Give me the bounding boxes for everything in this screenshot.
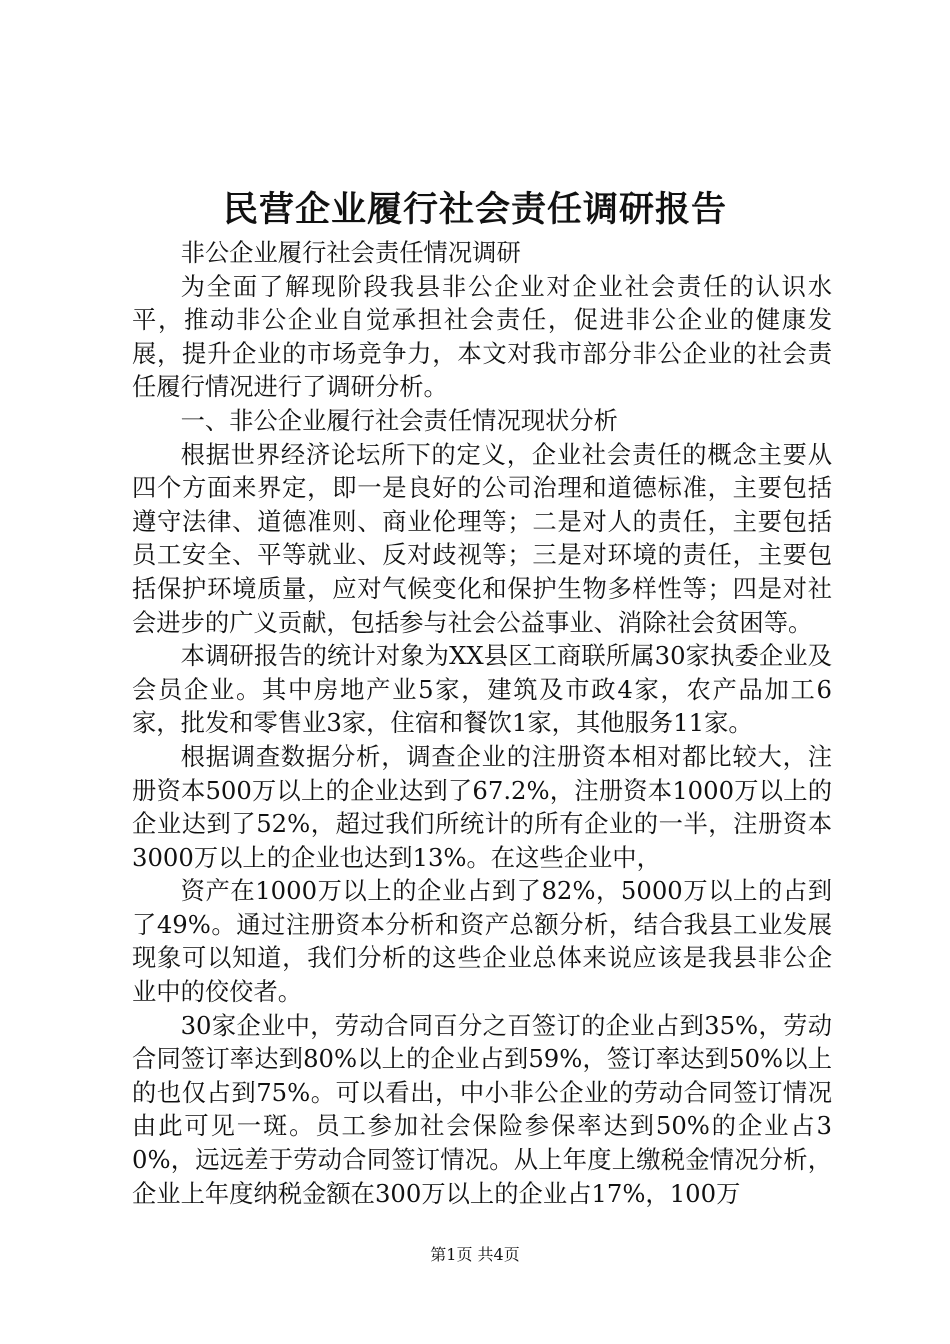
page-footer: 第1页 共4页	[430, 1245, 520, 1264]
paragraph-assets: 资产在1000万以上的企业占到了82%，5000万以上的占到了49%。通过注册资本分析和资产总额分析，结合我县工业发展现象可以知道，我们分析的这些企业总体来说应该是我县非公企业中的佼佼者。	[132, 876, 832, 1007]
paragraph-labor-contracts: 30家企业中，劳动合同百分之百签订的企业占到35%，劳动合同签订率达到80%以上的企业占到59%，签订率达到50%以上的也仅占到75%。可以看出，中小非公企业的劳动合同签订情况由此可见一斑。员工参加社会保险参保率达到50%的企业占30%，远远差于劳动合同签订情况。从上年度上缴税金情况分析，企业上年度纳税金额在300万以上的企业占17%，100万	[132, 1010, 832, 1208]
paragraph-statistics-scope: 本调研报告的统计对象为XX县区工商联所属30家执委企业及会员企业。其中房地产业5家，建筑及市政4家，农产品加工6家，批发和零售业3家，住宿和餐饮1家，其他服务11家。	[132, 641, 832, 738]
document-body	[132, 236, 832, 1210]
paragraph-subtitle: 非公企业履行社会责任情况调研	[180, 238, 521, 267]
paragraph-intro: 为全面了解现阶段我县非公企业对企业社会责任的认识水平，推动非公企业自觉承担社会责任，促进非公企业的健康发展，提升企业的市场竞争力，本文对我市部分非公企业的社会责任履行情况进行了调研分析。	[132, 271, 832, 402]
section-heading: 一、非公企业履行社会责任情况现状分析	[180, 405, 618, 435]
paragraph-definition: 根据世界经济论坛所下的定义，企业社会责任的概念主要从四个方面来界定，即一是良好的公司治理和道德标准，主要包括遵守法律、道德准则、商业伦理等；二是对人的责任，主要包括员工安全、平等就业、反对歧视等；三是对环境的责任，主要包括保护环境质量，应对气候变化和保护生物多样性等；四是对社会进步的广义贡献，包括参与社会公益事业、消除社会贫困等。	[132, 439, 832, 637]
document-title: 民营企业履行社会责任调研报告	[222, 189, 727, 230]
paragraph-registered-capital: 根据调查数据分析，调查企业的注册资本相对都比较大，注册资本500万以上的企业达到了67.2%，注册资本1000万以上的企业达到了52%，超过我们所统计的所有企业的一半，注册资本3000万以上的企业也达到13%。在这些企业中，	[132, 741, 832, 872]
